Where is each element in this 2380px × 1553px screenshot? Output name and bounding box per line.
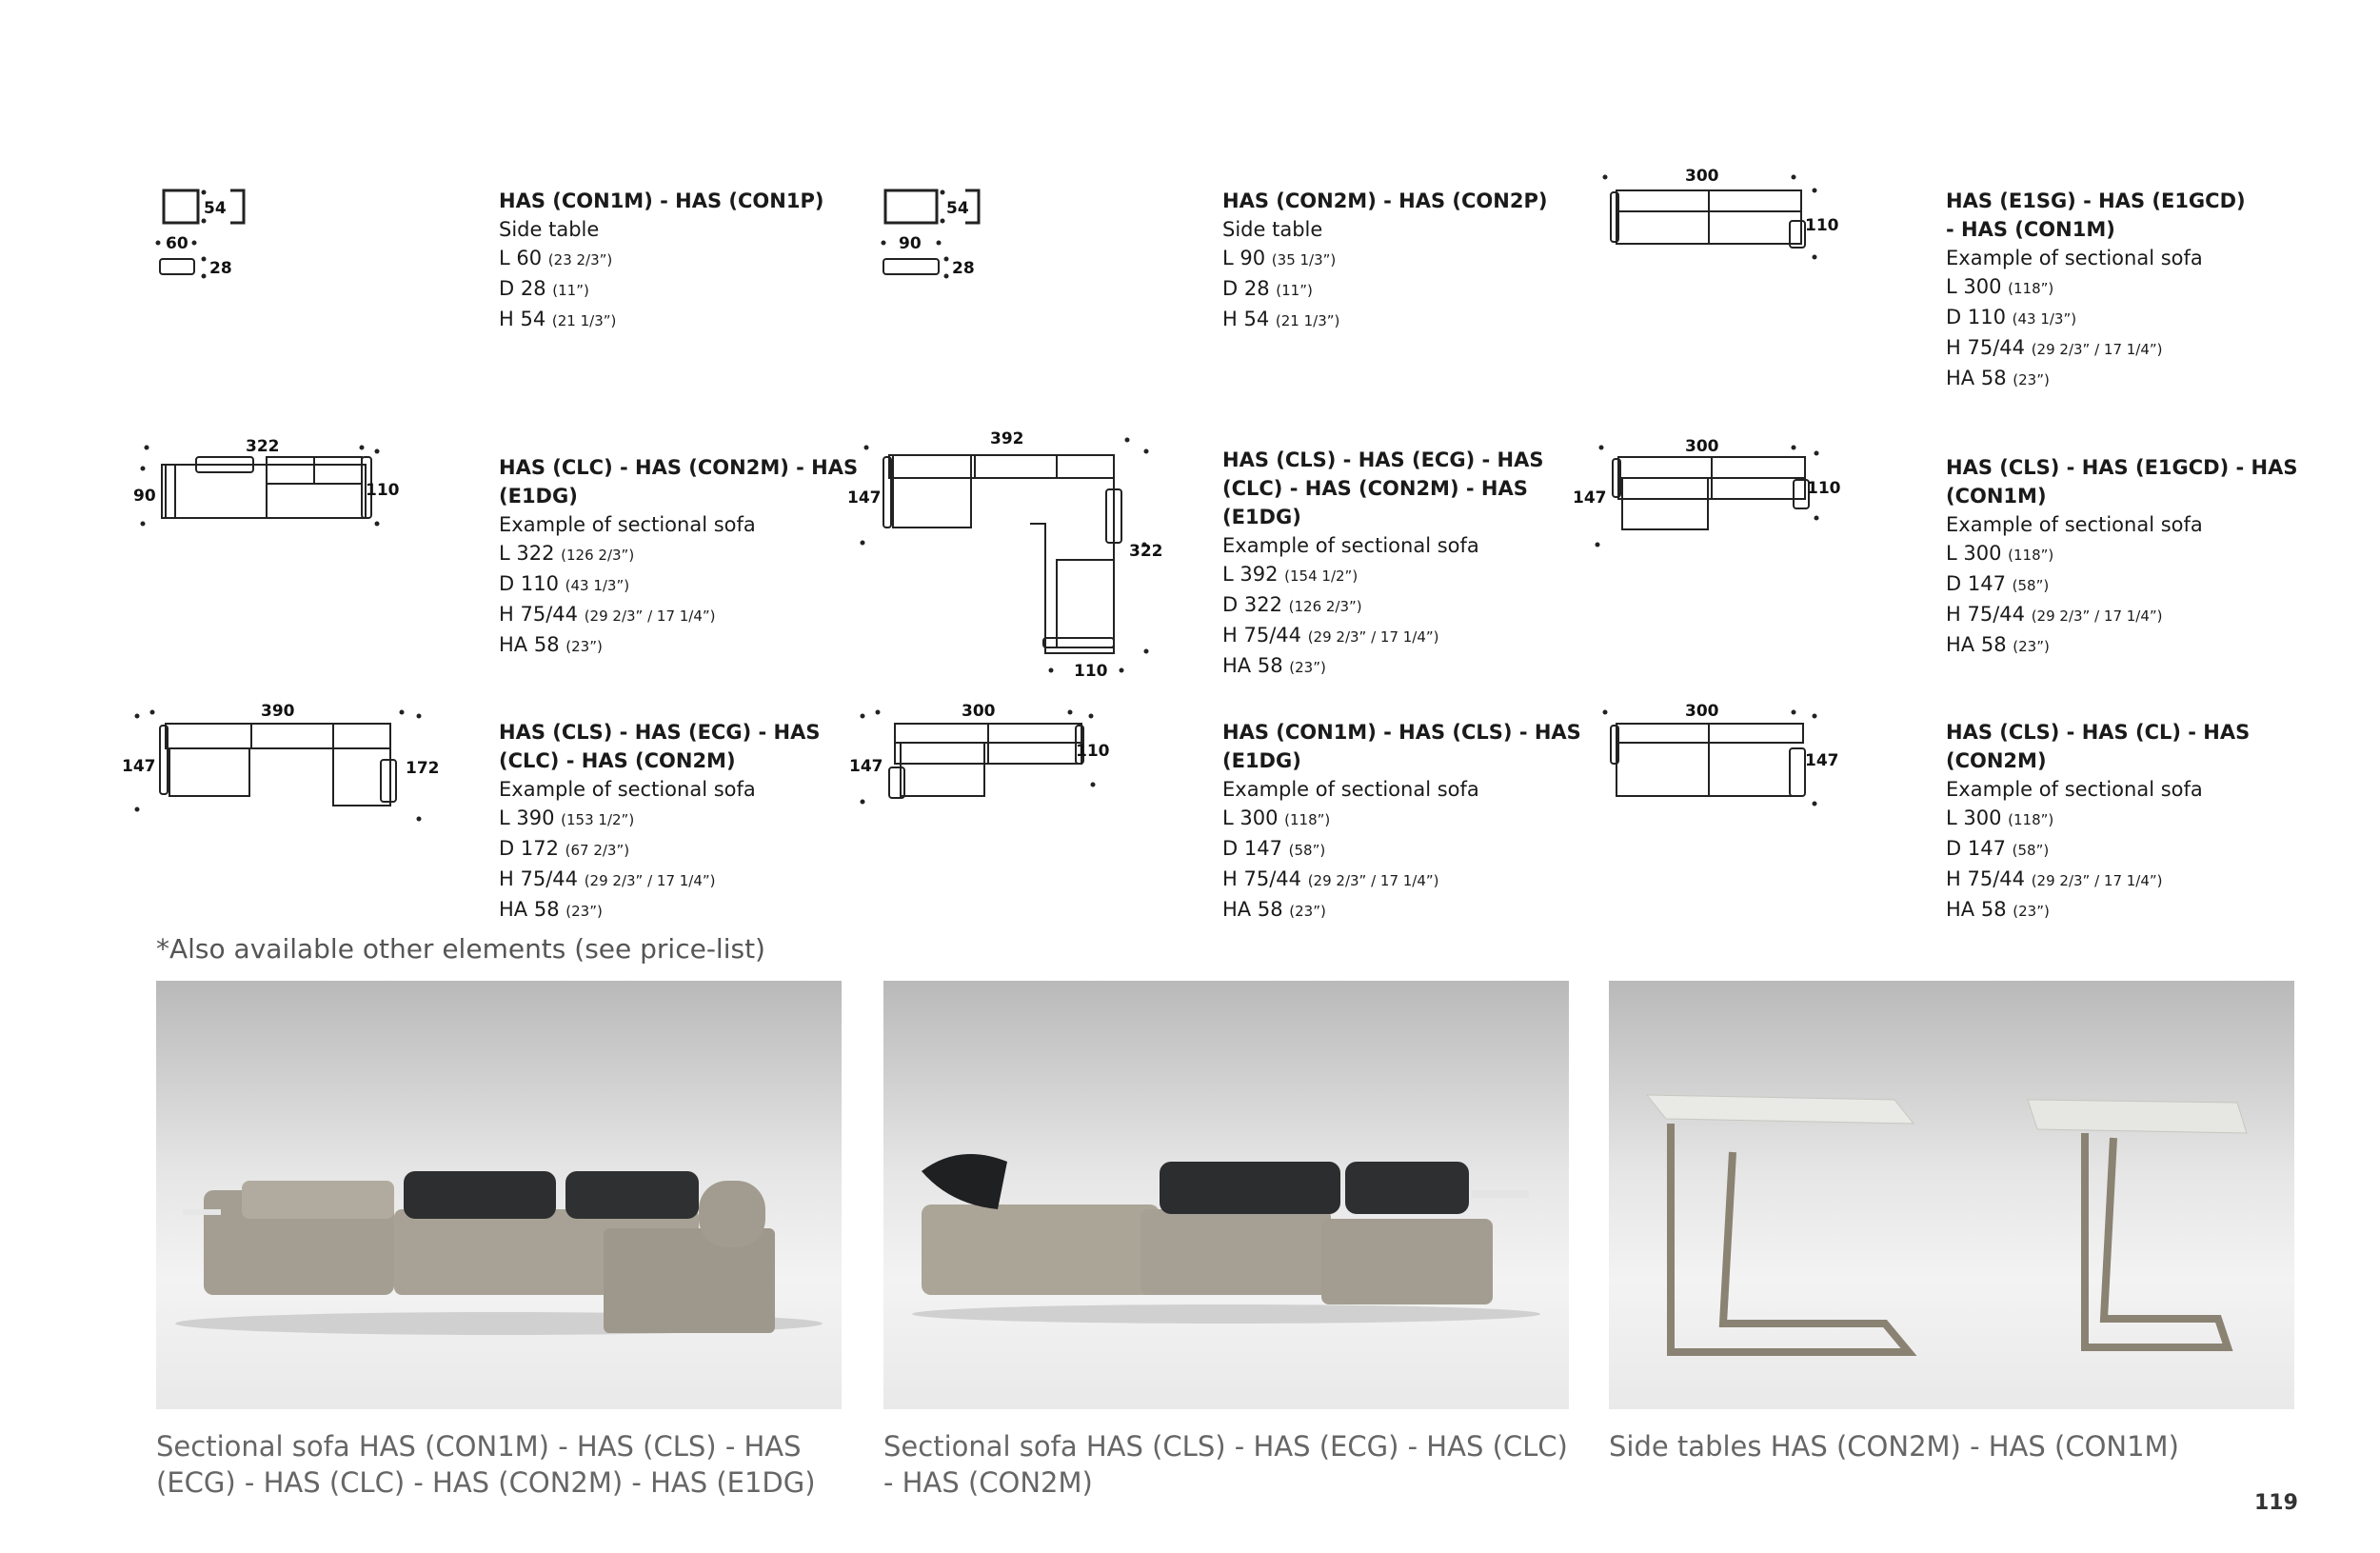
entry-clc-con2m-e1dg xyxy=(118,437,859,686)
svg-text:322: 322 xyxy=(1129,542,1163,561)
entry-cls-cl-con2m xyxy=(1603,703,2327,950)
entry-con1m-cls-e1dg xyxy=(842,702,1581,950)
entry-e1sg-e1gcd-con1m xyxy=(1603,167,2327,419)
spec-block: HAS (CLS) - HAS (E1GCD) - HAS (CON1M) Example of sectional sofa L 300 (118”) D 147 (58”) H 75/44 (29 2/3” / 17 1/4”) HA 58 (23”) xyxy=(1946,456,2298,656)
svg-text:300: 300 xyxy=(962,702,996,721)
svg-text:110: 110 xyxy=(1074,662,1108,681)
entry-cls-e1gcd-con1m xyxy=(1565,437,2298,686)
caption-photo-2: Sectional sofa HAS (CLS) - HAS (ECG) - HAS (CLC) - HAS (CON2M) xyxy=(883,1430,1568,1499)
svg-text:90: 90 xyxy=(133,487,156,506)
spec-block: HAS (CON1M) - HAS (CLS) - HAS (E1DG) Example of sectional sofa L 300 (118”) D 147 (58”) H 75/44 (29 2/3” / 17 1/4”) HA 58 (23”) xyxy=(1222,721,1581,921)
svg-text:110: 110 xyxy=(1076,742,1110,761)
svg-text:147: 147 xyxy=(1573,488,1607,508)
svg-text:110: 110 xyxy=(1807,479,1841,498)
caption-photo-3: Side tables HAS (CON2M) - HAS (CON1M) xyxy=(1609,1430,2179,1463)
svg-text:110: 110 xyxy=(366,481,400,500)
svg-text:147: 147 xyxy=(849,757,883,776)
entry-cls-ecg-clc-con2m-e1dg xyxy=(842,429,1565,681)
svg-text:28: 28 xyxy=(952,259,975,278)
svg-text:300: 300 xyxy=(1685,702,1719,721)
svg-text:110: 110 xyxy=(1805,216,1839,235)
side-table-drawing xyxy=(880,171,1260,419)
svg-text:54: 54 xyxy=(946,199,969,218)
svg-text:60: 60 xyxy=(166,234,188,253)
svg-text:28: 28 xyxy=(209,259,232,278)
spec-block: HAS (CLS) - HAS (CL) - HAS (CON2M) Example of sectional sofa L 300 (118”) D 147 (58”) H 75/44 (29 2/3” / 17 1/4”) HA 58 (23”) xyxy=(1946,721,2251,921)
spec-block: HAS (CLC) - HAS (CON2M) - HAS (E1DG) Example of sectional sofa L 322 (126 2/3”) D 110 (43 1/3”) H 75/44 (29 2/3” / 17 1/4”) HA 58 (23”) xyxy=(499,456,859,656)
svg-text:300: 300 xyxy=(1685,437,1719,456)
photo-sectional-sofa-1 xyxy=(156,981,842,1409)
svg-text:147: 147 xyxy=(1805,751,1839,770)
sofa-plan-drawing xyxy=(118,703,499,950)
svg-text:147: 147 xyxy=(122,757,156,776)
entry-con2m-con2p xyxy=(880,171,1603,419)
svg-text:172: 172 xyxy=(406,759,440,778)
caption-photo-1: Sectional sofa HAS (CON1M) - HAS (CLS) - HAS (ECG) - HAS (CLC) - HAS (CON2M) - HAS (E1DG) xyxy=(156,1430,816,1499)
sofa-plan-drawing xyxy=(1603,703,1984,950)
spec-block: HAS (CLS) - HAS (ECG) - HAS (CLC) - HAS (CON2M) Example of sectional sofa L 390 (153 1/2”) D 172 (67 2/3”) H 75/44 (29 2/3” / 17 1/4”) HA 58 (23”) xyxy=(499,721,821,921)
sofa-plan-drawing xyxy=(1565,438,1946,686)
spec-block: HAS (CLS) - HAS (ECG) - HAS (CLC) - HAS (CON2M) - HAS (E1DG) Example of sectional sofa L 392 (154 1/2”) D 322 (126 2/3”) H 75/44 (29 2/3” / 17 1/4”) HA 58 (23”) xyxy=(1222,448,1544,677)
svg-text:54: 54 xyxy=(204,199,227,218)
svg-text:90: 90 xyxy=(899,234,922,253)
product-title: HAS (CON1M) - HAS (CON1P) xyxy=(499,189,824,212)
svg-text:390: 390 xyxy=(261,702,295,721)
sofa-plan-drawing xyxy=(842,703,1222,950)
sofa-plan-drawing xyxy=(118,438,499,686)
spec-block: HAS (CON1M) - HAS (CON1P) Side table L 60 (23 2/3”) D 28 (11”) H 54 (21 1/3”) xyxy=(499,187,880,335)
sofa-plan-drawing xyxy=(1603,167,1984,419)
svg-text:147: 147 xyxy=(847,488,882,508)
svg-text:300: 300 xyxy=(1685,167,1719,186)
sofa-plan-drawing xyxy=(842,429,1222,681)
svg-text:322: 322 xyxy=(246,437,280,456)
entry-cls-ecg-clc-con2m xyxy=(118,703,842,950)
entry-con1m-con1p xyxy=(156,171,880,419)
photo-sectional-sofa-2 xyxy=(883,981,1569,1409)
page-number: 119 xyxy=(2254,1491,2298,1515)
side-table-drawing xyxy=(156,171,537,419)
product-type: Side table xyxy=(499,218,600,241)
photo-side-tables xyxy=(1609,981,2294,1409)
spec-block: HAS (E1SG) - HAS (E1GCD) - HAS (CON1M) Example of sectional sofa L 300 (118”) D 110 (43 1/3”) H 75/44 (29 2/3” / 17 1/4”) HA 58 (23”) xyxy=(1946,189,2246,389)
svg-text:392: 392 xyxy=(990,429,1024,448)
spec-block: HAS (CON2M) - HAS (CON2P) Side table L 90 (35 1/3”) D 28 (11”) H 54 (21 1/3”) xyxy=(1222,189,1548,330)
availability-note: *Also available other elements (see price-list) xyxy=(156,933,765,965)
